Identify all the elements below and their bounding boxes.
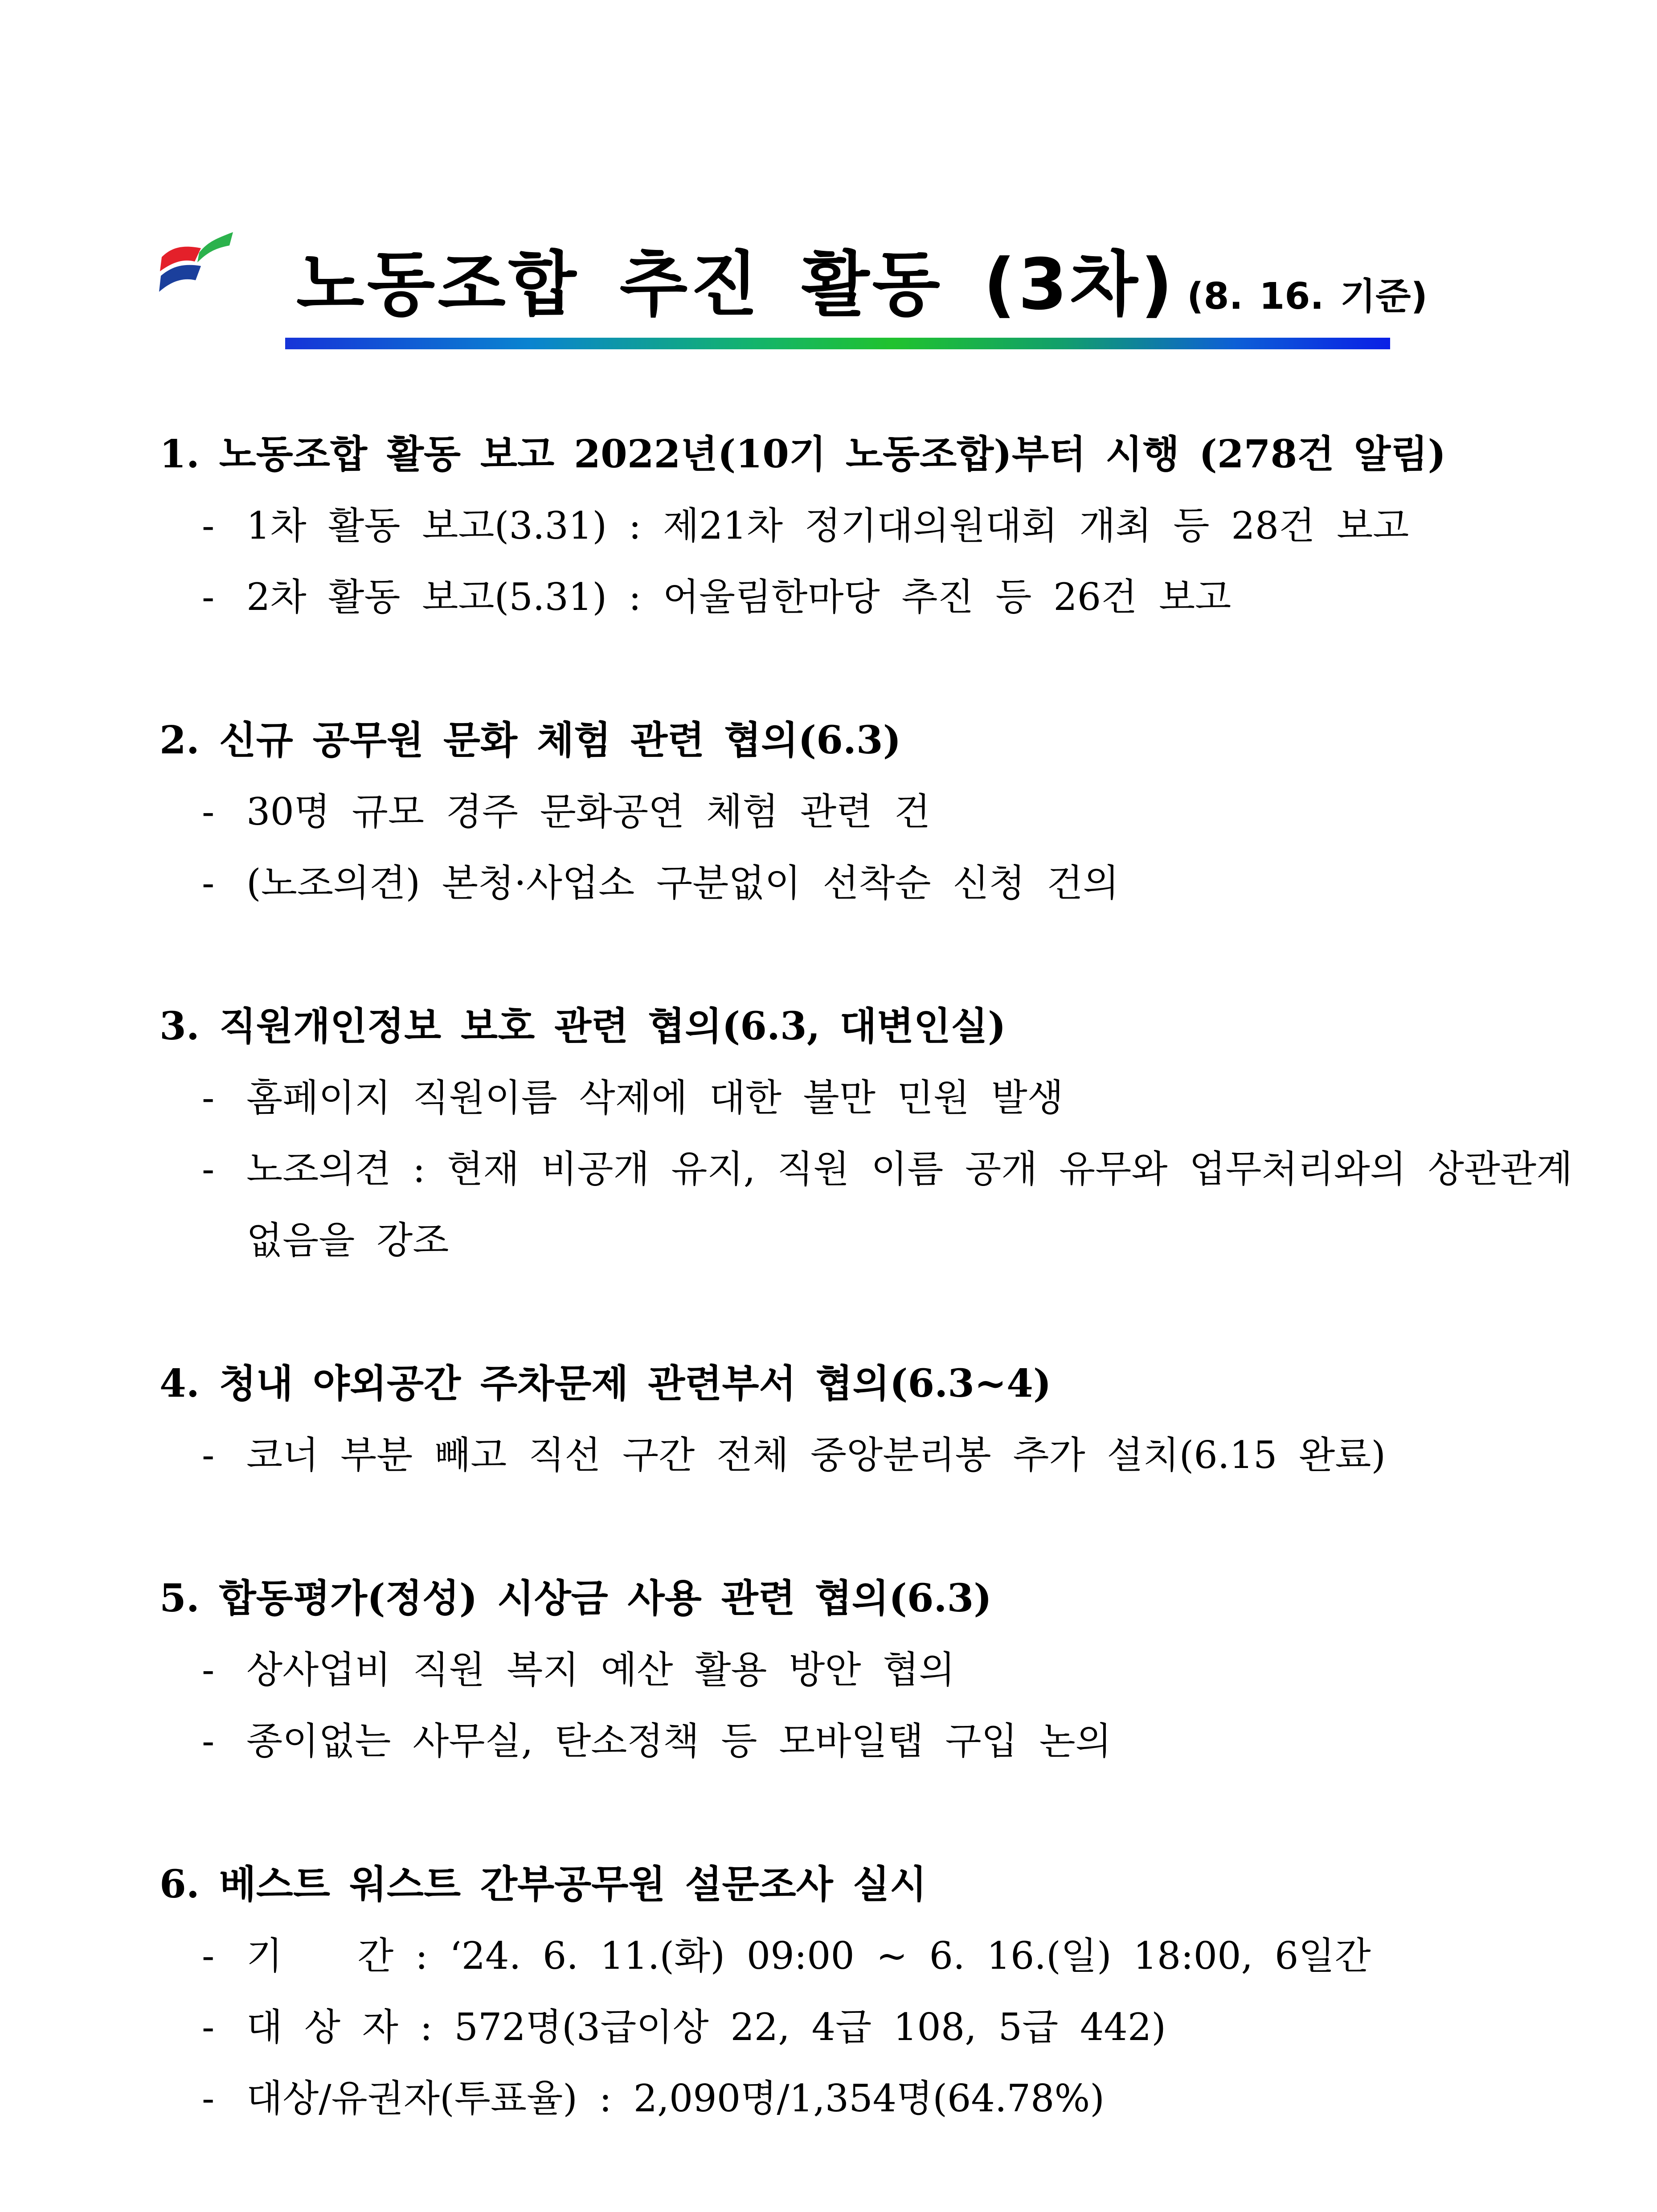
list-item <box>160 1920 1541 1991</box>
bullet-dash: - <box>202 861 215 905</box>
list-item-text: 2차 활동 보고(5.31) : 어울림한마당 추진 등 26건 보고 <box>246 575 1231 619</box>
list-item-text: 기 간 : ‘24. 6. 11.(화) 09:00 ~ 6. 16.(일) 18:00, 6일간 <box>246 1934 1371 1978</box>
bullet-dash: - <box>202 504 215 548</box>
bullet-dash: - <box>202 1433 215 1477</box>
list-item-text: 1차 활동 보고(3.31) : 제21차 정기대의원대회 개최 등 28건 보고 <box>246 504 1409 548</box>
list-item <box>160 490 1541 561</box>
section-3 <box>160 991 1573 1276</box>
page-title: 노동조합 추진 활동 (3차) <box>296 244 1176 326</box>
list-item-text: 대 상 자 : 572명(3급이상 22, 4급 108, 5급 442) <box>246 2005 1166 2049</box>
list-item <box>160 776 1541 847</box>
list-item-text: 대상/유권자(투표율) : 2,090명/1,354명(64.78%) <box>246 2077 1105 2120</box>
title-block <box>285 244 1428 352</box>
logo-blue-stripe <box>159 265 201 292</box>
section-2 <box>160 705 1541 919</box>
flag-logo-icon <box>158 225 234 296</box>
section-heading: 2. 신규 공무원 문화 체험 관련 협의(6.3) <box>160 718 901 763</box>
list-item <box>160 1991 1541 2063</box>
section-heading: 4. 청내 야외공간 주차문제 관련부서 협의(6.3~4) <box>160 1361 1051 1406</box>
list-item-text: 홈페이지 직원이름 삭제에 대한 불만 민원 발생 <box>246 1076 1064 1120</box>
section-4 <box>160 1348 1541 1491</box>
bullet-dash: - <box>202 1934 215 1978</box>
list-item <box>160 1634 1541 1705</box>
bullet-dash: - <box>202 790 215 834</box>
list-item-text: (노조의견) 본청·사업소 구분없이 선착순 신청 건의 <box>246 861 1119 905</box>
bullet-dash: - <box>202 2005 215 2049</box>
bullet-dash: - <box>202 2077 215 2120</box>
bullet-dash: - <box>202 575 215 619</box>
list-item <box>160 1062 1541 1133</box>
list-item-text: 노조의견 : 현재 비공개 유지, 직원 이름 공개 유무와 업무처리와의 상관관계 없음을 강조 <box>246 1147 1573 1262</box>
bullet-dash: - <box>202 1719 215 1763</box>
section-6 <box>160 1849 1541 2134</box>
list-item-text: 종이없는 사무실, 탄소정책 등 모바일탭 구입 논의 <box>246 1719 1112 1763</box>
list-item <box>160 561 1541 633</box>
bullet-dash: - <box>202 1076 215 1120</box>
list-item <box>160 1133 1574 1276</box>
list-item <box>160 1705 1541 1777</box>
section-5 <box>160 1563 1541 1777</box>
list-item <box>160 1419 1541 1491</box>
title-date-note: (8. 16. 기준) <box>1187 275 1428 318</box>
bullet-dash: - <box>202 1147 215 1191</box>
bullet-dash: - <box>202 1648 215 1692</box>
list-item <box>160 847 1541 919</box>
section-1 <box>160 419 1541 633</box>
list-item <box>160 2063 1541 2134</box>
section-heading: 5. 합동평가(정성) 시상금 사용 관련 협의(6.3) <box>160 1576 992 1621</box>
section-heading: 3. 직원개인정보 보호 관련 협의(6.3, 대변인실) <box>160 1004 1006 1049</box>
logo-green-stripe <box>197 232 233 262</box>
title-underline <box>285 338 1390 349</box>
list-item-text: 상사업비 직원 복지 예산 활용 방안 협의 <box>246 1648 955 1692</box>
page-title-line <box>296 244 1428 326</box>
section-heading: 6. 베스트 워스트 간부공무원 설문조사 실시 <box>160 1862 927 1907</box>
document-body <box>160 419 1573 2206</box>
list-item-text: 30명 규모 경주 문화공연 체험 관련 건 <box>246 790 931 834</box>
list-item-text: 코너 부분 빼고 직선 구간 전체 중앙분리봉 추가 설치(6.15 완료) <box>246 1433 1386 1477</box>
section-heading: 1. 노동조합 활동 보고 2022년(10기 노동조합)부터 시행 (278건 알림) <box>160 432 1446 477</box>
